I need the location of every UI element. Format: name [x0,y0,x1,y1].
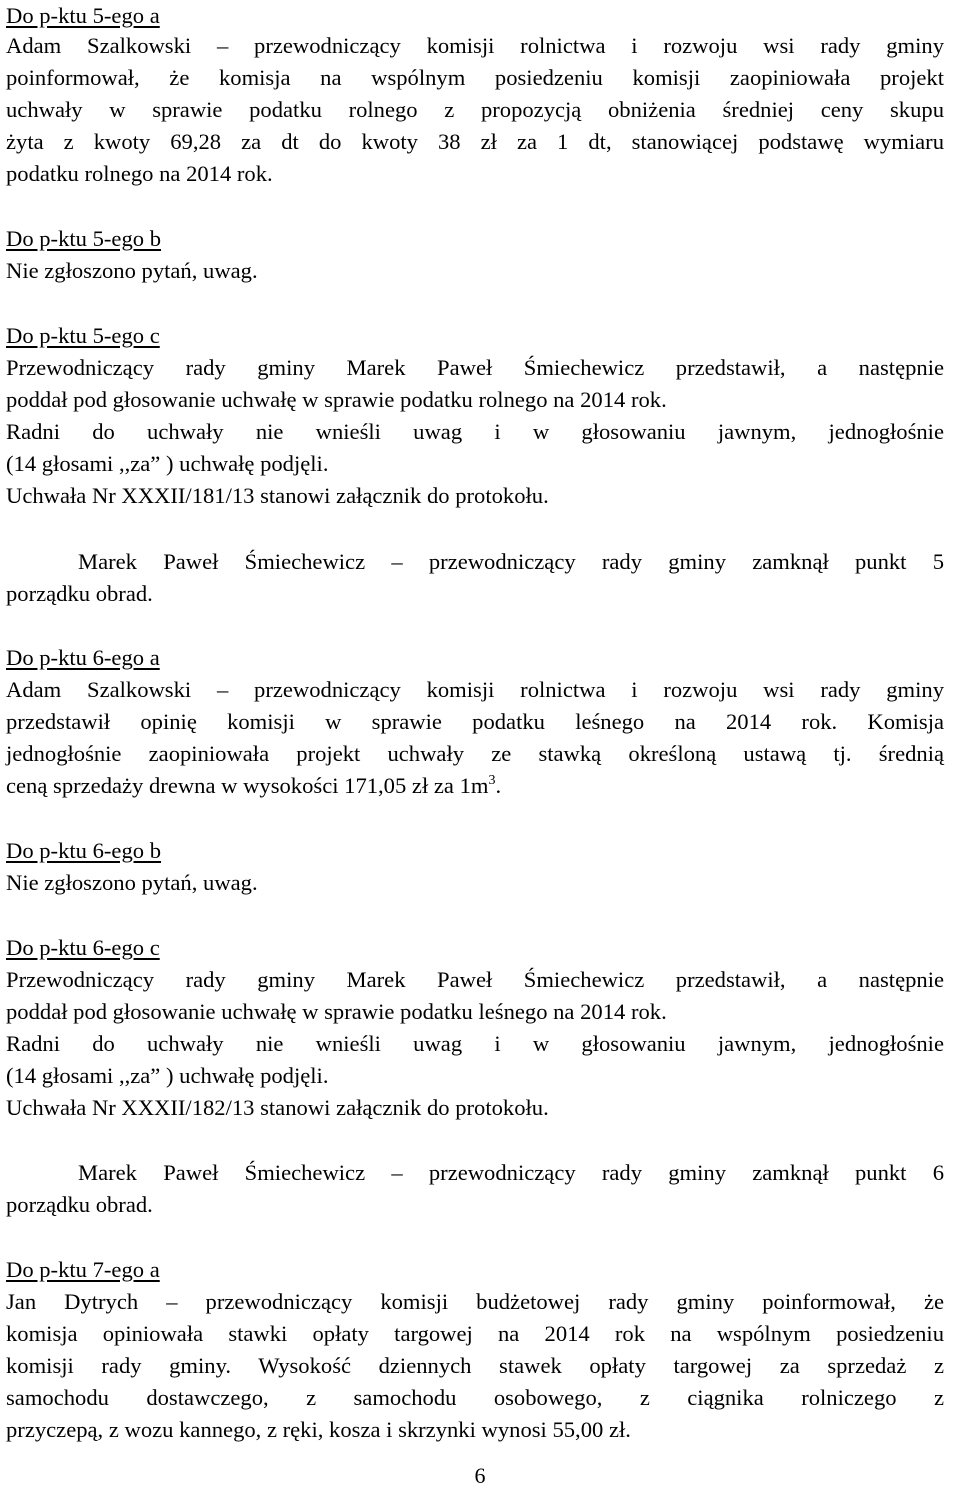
paragraph-line: komisja opiniowała stawki opłaty targowej na 2014 rok na wspólnym posiedzeniu [6,1321,944,1346]
paragraph-line [6,770,944,802]
paragraph-line: Przewodniczący rady gminy Marek Paweł Śmiechewicz przedstawił, a następnie [6,355,944,380]
page-number: 6 [474,1463,486,1488]
paragraph-line: komisji rady gminy. Wysokość dziennych stawek opłaty targowej za sprzedaż z [6,1353,944,1378]
paragraph-line: samochodu dostawczego, z samochodu osobowego, z ciągnika rolniczego z [6,1385,944,1410]
paragraph-line: przyczepą, z wozu kannego, z ręki, kosza i skrzynki wynosi 55,00 zł. [6,1417,631,1442]
paragraph-text: . [495,773,502,798]
closing-line: Marek Paweł Śmiechewicz – przewodniczący rady gminy zamknął punkt 6 [78,1160,944,1185]
paragraph-line: podatku rolnego na 2014 rok. [6,161,273,186]
paragraph-line: Uchwała Nr XXXII/181/13 stanowi załącznik do protokołu. [6,483,549,508]
section-heading-6b: Do p-ktu 6-ego b [6,838,161,863]
paragraph-line: (14 głosami ,,za” ) uchwałę podjęli. [6,451,329,476]
paragraph-line: uchwały w sprawie podatku rolnego z propozycją obniżenia średniej ceny skupu [6,97,944,122]
section-heading-5b: Do p-ktu 5-ego b [6,226,161,251]
paragraph-line: poddał pod głosowanie uchwałę w sprawie podatku leśnego na 2014 rok. [6,999,667,1024]
paragraph-line: Adam Szalkowski – przewodniczący komisji rolnictwa i rozwoju wsi rady gminy [6,33,944,58]
paragraph-line: Nie zgłoszono pytań, uwag. [6,258,258,283]
paragraph-line: jednogłośnie zaopiniowała projekt uchwały ze stawką określoną ustawą tj. średnią [6,741,944,766]
paragraph-line: Jan Dytrych – przewodniczący komisji budżetowej rady gminy poinformował, że [6,1289,944,1314]
paragraph-line: Adam Szalkowski – przewodniczący komisji rolnictwa i rozwoju wsi rady gminy [6,677,944,702]
paragraph-line: Radni do uchwały nie wnieśli uwag i w głosowaniu jawnym, jednogłośnie [6,1031,944,1056]
paragraph-line: przedstawił opinię komisji w sprawie podatku leśnego na 2014 rok. Komisja [6,709,944,734]
closing-line: porządku obrad. [6,1192,153,1217]
section-heading-6c: Do p-ktu 6-ego c [6,935,160,960]
paragraph-line: poinformował, że komisja na wspólnym posiedzeniu komisji zaopiniowała projekt [6,65,944,90]
paragraph-line: Przewodniczący rady gminy Marek Paweł Śmiechewicz przedstawił, a następnie [6,967,944,992]
superscript-exponent: 3 [488,773,496,788]
paragraph-line: żyta z kwoty 69,28 za dt do kwoty 38 zł za 1 dt, stanowiącej podstawę wymiaru [6,129,944,154]
paragraph-text: ceną sprzedaży drewna w wysokości 171,05 zł za 1m [6,773,489,798]
closing-line: Marek Paweł Śmiechewicz – przewodniczący rady gminy zamknął punkt 5 [78,549,944,574]
paragraph-line: Nie zgłoszono pytań, uwag. [6,870,258,895]
paragraph-line: (14 głosami ,,za” ) uchwałę podjęli. [6,1063,329,1088]
paragraph-line: Radni do uchwały nie wnieśli uwag i w głosowaniu jawnym, jednogłośnie [6,419,944,444]
paragraph-line: Uchwała Nr XXXII/182/13 stanowi załącznik do protokołu. [6,1095,549,1120]
section-heading-6a: Do p-ktu 6-ego a [6,645,160,670]
section-heading-5a: Do p-ktu 5-ego a [6,3,160,28]
section-heading-7a: Do p-ktu 7-ego a [6,1257,160,1282]
closing-line: porządku obrad. [6,581,153,606]
section-heading-5c: Do p-ktu 5-ego c [6,323,160,348]
paragraph-line: poddał pod głosowanie uchwałę w sprawie podatku rolnego na 2014 rok. [6,387,667,412]
